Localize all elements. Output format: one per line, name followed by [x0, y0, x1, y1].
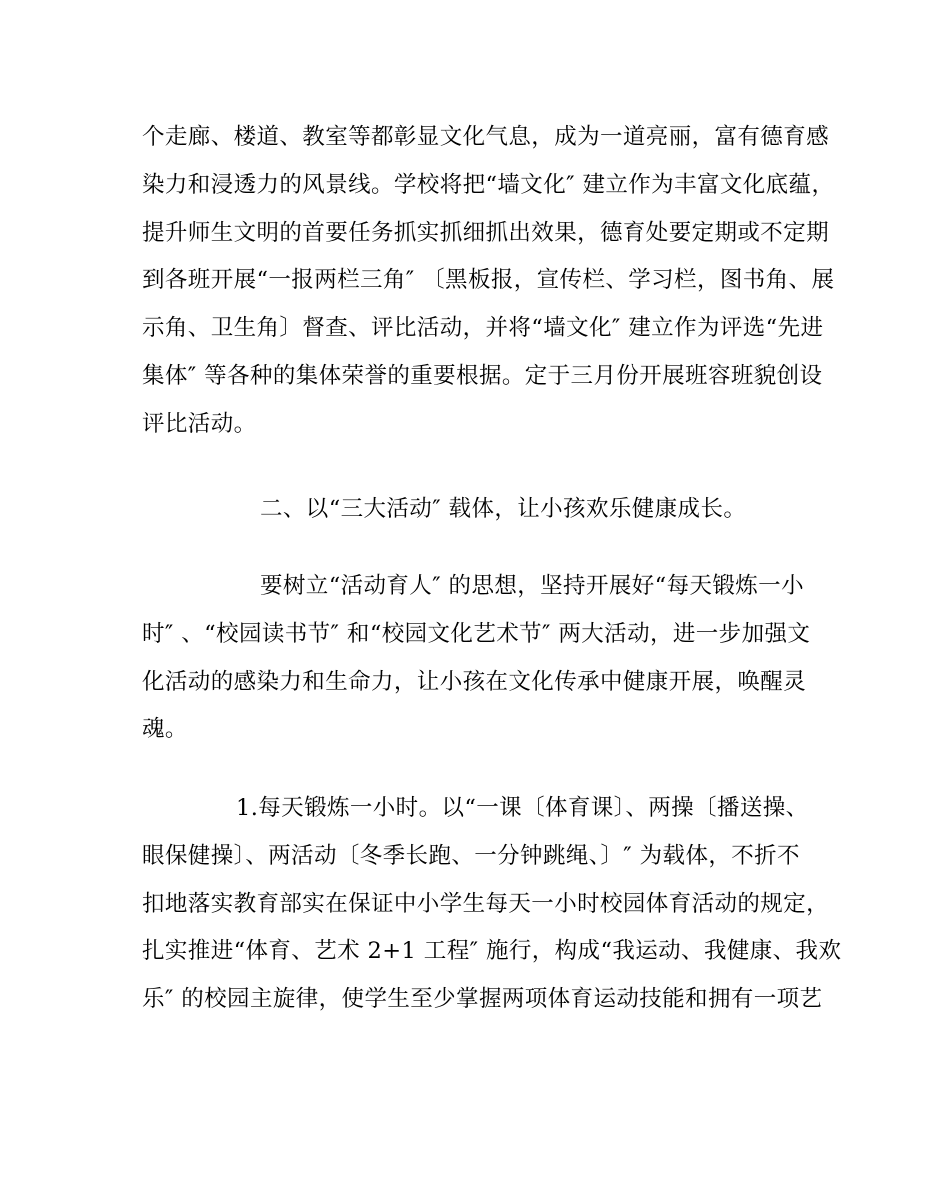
paragraph-line: 扎实推进“体育、艺术 2+1 工程″ 施行，构成“我运动、我健康、我欢 — [142, 938, 842, 965]
section-heading: 二、以“三大活动″ 载体，让小孩欢乐健康成长。 — [260, 496, 747, 522]
paragraph-line: 要树立“活动育人″ 的思想，坚持开展好“每天锻炼一小 — [260, 573, 804, 599]
paragraph-line: 时″ 、“校园读书节″ 和“校园文化艺术节″ 两大活动，进一步加强文 — [142, 620, 811, 647]
paragraph-1 — [142, 114, 835, 449]
paragraph-2 — [142, 563, 822, 754]
paragraph-line: 扣地落实教育部实在保证中小学生每天一小时校园体育活动的规定， — [142, 890, 830, 917]
paragraph-line: 化活动的感染力和生命力，让小孩在文化传承中健康开展，唤醒灵 — [142, 668, 807, 695]
paragraph-line: 到各班开展“一报两栏三角″ 〔黑板报，宣传栏、学习栏，图书角、展 — [142, 267, 835, 294]
paragraph-line: 示角、卫生角〕督查、评比活动，并将“墙文化″ 建立作为评选“先进 — [142, 315, 824, 342]
paragraph-line: 眼保健操〕、两活动〔冬季长跑、一分钟跳绳、〕″ 为载体，不折不 — [142, 842, 800, 869]
paragraph-3 — [142, 785, 842, 1024]
paragraph-line: 评比活动。 — [142, 410, 257, 437]
paragraph-line: 乐″ 的校园主旋律，使学生至少掌握两项体育运动技能和拥有一项艺 — [142, 986, 823, 1013]
paragraph-line: 染力和浸透力的风景线。学校将把“墙文化″ 建立作为丰富文化底蕴， — [142, 171, 835, 198]
paragraph-line: 提升师生文明的首要任务抓实抓细抓出效果，德育处要定期或不定期 — [142, 219, 830, 246]
paragraph-line: 魂。 — [142, 716, 188, 743]
paragraph-line: 1.每天锻炼一小时。以“一课〔体育课〕、两操〔播送操、 — [236, 795, 809, 821]
paragraph-line: 集体″ 等各种的集体荣誉的重要根据。定于三月份开展班容班貌创设 — [142, 362, 823, 389]
paragraph-line: 个走廊、楼道、教室等都彰显文化气息，成为一道亮丽，富有德育感 — [142, 124, 830, 150]
